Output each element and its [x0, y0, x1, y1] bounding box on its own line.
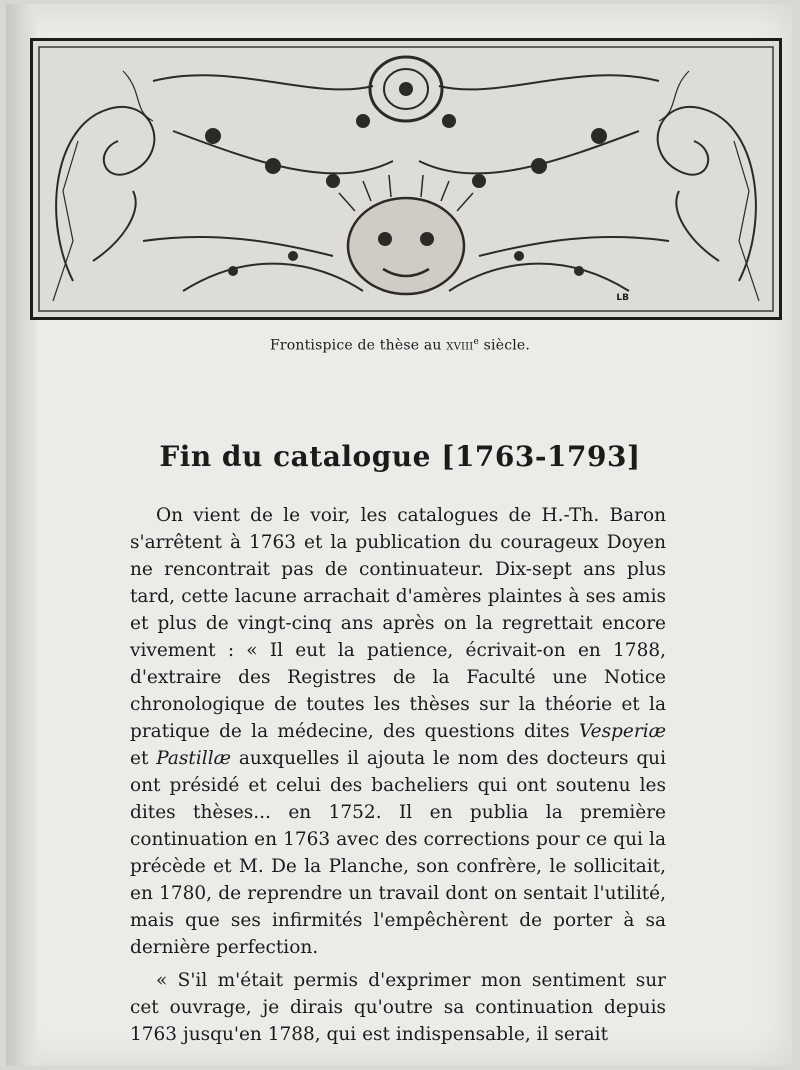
paragraph	[130, 502, 666, 961]
ornament-engraving	[33, 41, 779, 317]
paragraph-text: auxquelles il ajouta le nom des docteurs qui ont présidé et celui des bacheliers qui ont soutenu les dites thèses... en 1752. Il en publia la première continuation en 1763 avec des corrections pour ce qui la précède et M. De la Planche, son confrère, le sollicitait, en 1780, de reprendre un travail dont on sentait l'utilité, mais que ses infirmités l'empêchèrent de porter à sa dernière perfection.	[130, 748, 666, 958]
paragraph	[130, 967, 666, 1048]
italic-term: Pastillæ	[156, 748, 231, 769]
italic-term: Vesperiæ	[578, 721, 666, 742]
frontispiece-caption	[0, 337, 800, 354]
paragraph-text: « S'il m'était permis d'exprimer mon sentiment sur cet ouvrage, je dirais qu'outre sa continuation depuis 1763 jusqu'en 1788, qui est indispensable, il serait	[130, 970, 666, 1045]
caption-century-suffix: e	[473, 337, 479, 347]
body-text	[130, 502, 666, 1048]
section-title: Fin du catalogue [1763-1793]	[159, 440, 641, 473]
caption-century: xviii	[446, 337, 474, 354]
caption-text-after: siècle.	[479, 337, 531, 354]
frontispiece-ornament	[30, 38, 782, 320]
paragraph-text: et	[130, 748, 157, 769]
engraver-monogram: LB	[616, 293, 629, 303]
caption-text-before: Frontispice de thèse au	[269, 337, 447, 354]
paragraph-text: On vient de le voir, les catalogues de H.-Th. Baron s'arrêtent à 1763 et la publication du courageux Doyen ne rencontrait pas de continuateur. Dix-sept ans plus tard, cette lacune arrachait d'amères plaintes à ses amis et plus de vingt-cinq ans après on la regrettait encore vivement : « Il eut la patience, écrivait-on en 1788, d'extraire des Registres de la Faculté une Notice chronologique de toutes les thèses sur la théorie et la pratique de la médecine, des questions dites	[130, 505, 666, 742]
